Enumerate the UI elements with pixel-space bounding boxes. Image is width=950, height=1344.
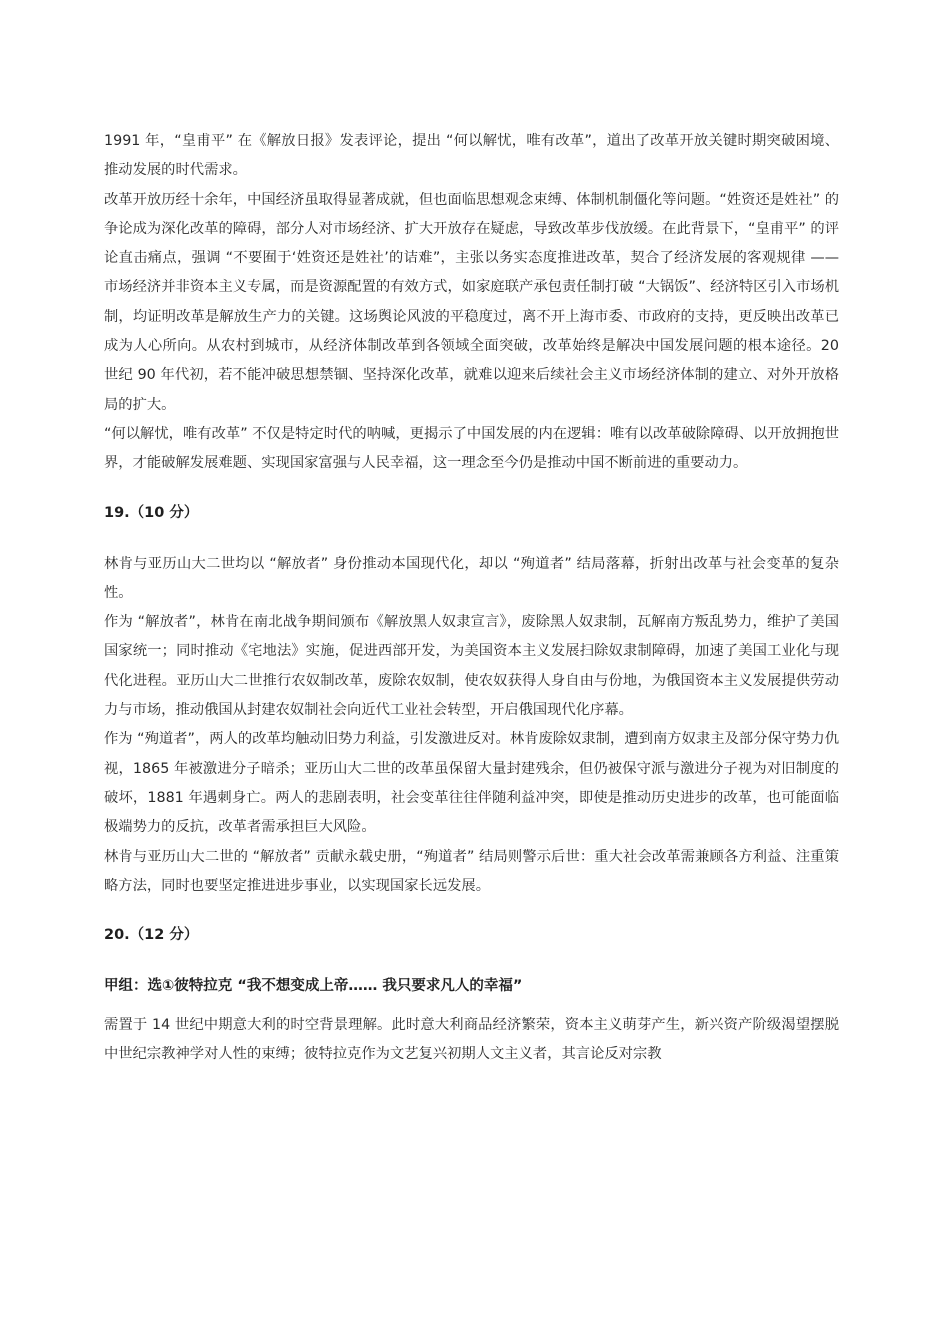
answer-19-paragraph-3: 作为 “殉道者”，两人的改革均触动旧势力利益，引发激进反对。林肯废除奴隶制，遭到南方奴隶主及部分保守势力仇视，1865 年被激进分子暗杀；亚历山大二世的改革虽保留大量封建残余，但仍被保守派与激进分子视为对旧制度的破坏，1881 年遇刺身亡。两人的悲剧表明，社会变革往往伴随利益冲突，即使是推动历史进步的改革，也可能面临极端势力的反抗，改革者需承担巨大风险。: [104, 731, 839, 836]
answer-18-paragraph-3: “何以解忧，唯有改革” 不仅是特定时代的呐喊，更揭示了中国发展的内在逻辑：唯有以改革破除障碍、以开放拥抱世界，才能破解发展难题、实现国家富强与人民幸福，这一理念至今仍是推动中国不断前进的重要动力。: [104, 425, 839, 472]
answer-18-paragraph-2: 改革开放历经十余年，中国经济虽取得显著成就，但也面临思想观念束缚、体制机制僵化等问题。“姓资还是姓社” 的争论成为深化改革的障碍，部分人对市场经济、扩大开放存在疑虑，导致改革步伐放缓。在此背景下，“皇甫平” 的评论直击痛点，强调 “不要囿于‘姓资还是姓社’的诘难”，主张以务实态度推进改革，契合了经济发展的客观规律 —— 市场经济并非资本主义专属，而是资源配置的有效方式，如家庭联产承包责任制打破 “大锅饭”、经济特区引入市场机制，均证明改革是解放生产力的关键。这场舆论风波的平稳度过，离不开上海市委、市政府的支持，更反映出改革已成为人心所向。从农村到城市，从经济体制改革到各领域全面突破，改革始终是解决中国发展问题的根本途径。20 世纪 90 年代初，若不能冲破思想禁锢、坚持深化改革，就难以迎来后续社会主义市场经济体制的建立、对外开放格局的扩大。: [104, 191, 839, 413]
question-19-heading: 19.（10 分）: [104, 504, 199, 521]
answer-19-paragraph-2: 作为 “解放者”，林肯在南北战争期间颁布《解放黑人奴隶宣言》，废除黑人奴隶制，瓦解南方叛乱势力，维护了美国国家统一；同时推动《宅地法》实施，促进西部开发，为美国资本主义发展扫除奴隶制障碍，加速了美国工业化与现代化进程。亚历山大二世推行农奴制改革，废除农奴制，使农奴获得人身自由与份地，为俄国资本主义发展提供劳动力与市场，推动俄国从封建农奴制社会向近代工业社会转型，开启俄国现代化序幕。: [104, 614, 839, 719]
answer-19-paragraph-4: 林肯与亚历山大二世的 “解放者” 贡献永载史册，“殉道者” 结局则警示后世：重大社会改革需兼顾各方利益、注重策略方法，同时也要坚定推进进步事业，以实现国家长远发展。: [104, 848, 839, 894]
answer-19-paragraph-1: 林肯与亚历山大二世均以 “解放者” 身份推动本国现代化，却以 “殉道者” 结局落幕，折射出改革与社会变革的复杂性。: [104, 555, 839, 601]
answer-20-paragraph-1: 需置于 14 世纪中期意大利的时空背景理解。此时意大利商品经济繁荣，资本主义萌芽产生，新兴资产阶级渴望摆脱中世纪宗教神学对人性的束缚；彼特拉克作为文艺复兴初期人文主义者，其言论反对宗教: [104, 1017, 839, 1063]
answer-18-section: [104, 127, 839, 479]
answer-20-section: [104, 1011, 839, 1070]
group-a-subheading: 甲组：选①彼特拉克 “我不想变成上帝…… 我只要求凡人的幸福”: [104, 978, 523, 995]
answer-19-section: [104, 550, 839, 902]
question-20-heading: 20.（12 分）: [104, 927, 199, 944]
answer-18-paragraph-1: 1991 年，“皇甫平” 在《解放日报》发表评论，提出 “何以解忧，唯有改革”，道出了改革开放关键时期突破困境、推动发展的时代需求。: [104, 133, 839, 179]
answer-content: [104, 127, 839, 1070]
